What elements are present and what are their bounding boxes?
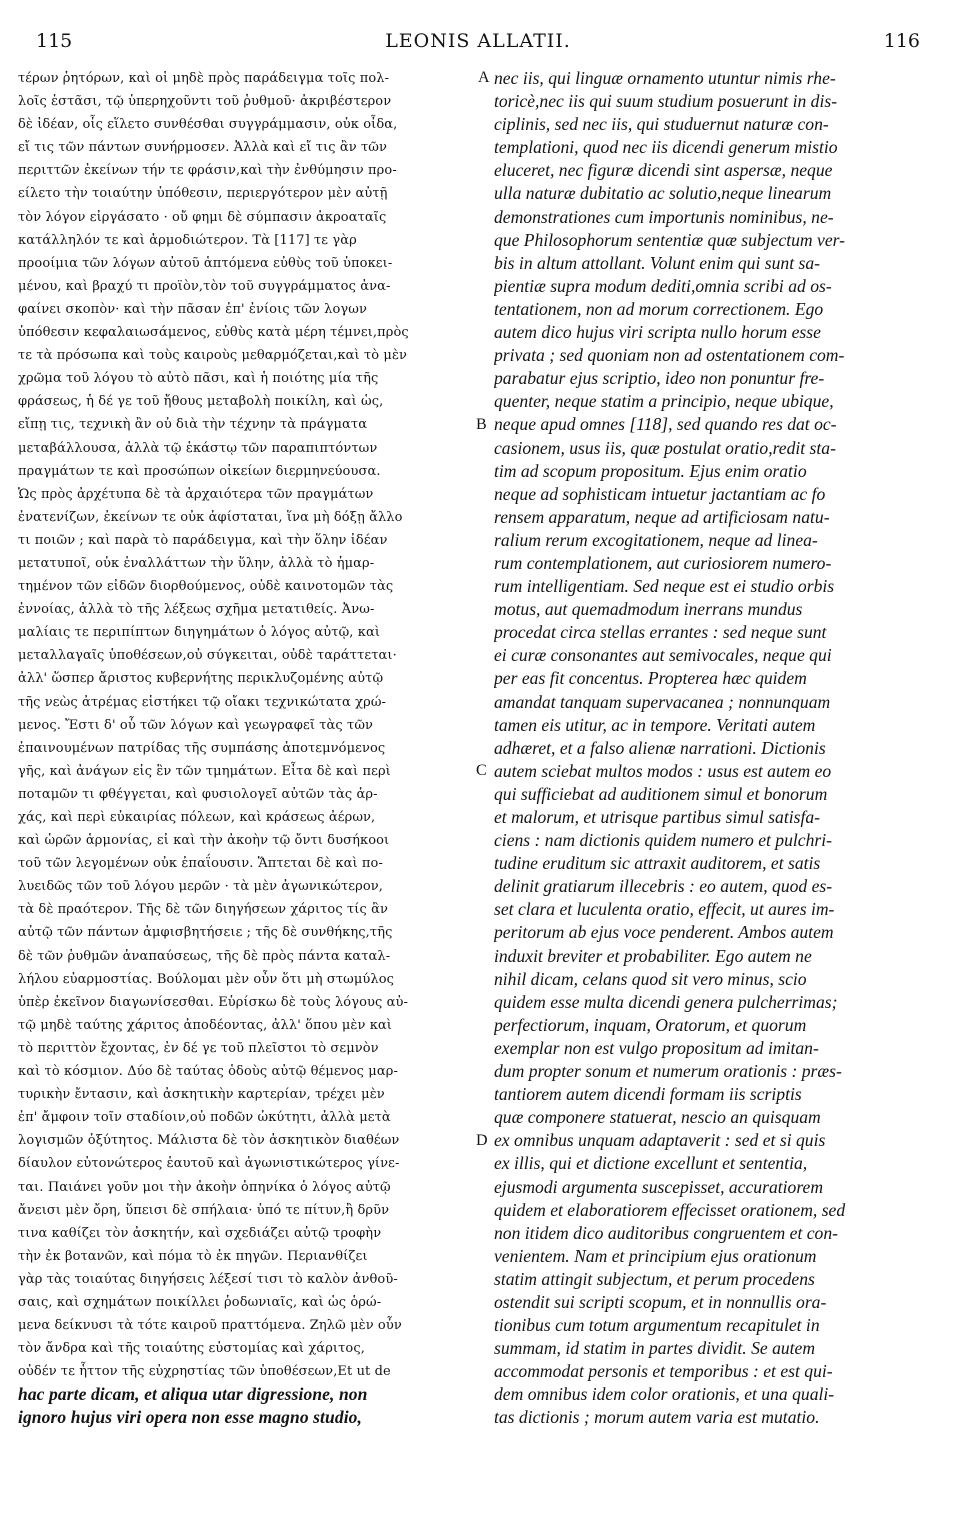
latin-line-2: toricè,nec iis qui suum studium posuerunt in dis- [494, 91, 838, 112]
greek-text-column [18, 67, 480, 1430]
latin-line-57: accommodat personis et temporibus : et est qui- [494, 1361, 833, 1382]
section-marker-c: C [476, 762, 487, 779]
greek-line-18: πραγμάτων τε καὶ προσώπων οἰκείων διερμηνεύουσα. [18, 463, 381, 479]
greek-line-10: μένου, καὶ βραχύ τι προϊὸν,τὸν τοῦ συγγράμματος ἀνα- [18, 278, 391, 294]
greek-line-30: ἐπαινουμένων πατρίδας τῆς συμπάσης ἀποτεμνόμενος [18, 740, 386, 756]
latin-line-12: autem dico hujus viri scripta nullo horum esse [494, 322, 821, 343]
latin-line-48: ex illis, qui et dictione excellunt et sententia, [494, 1153, 808, 1174]
latin-line-40: nihil dicam, celans quod sit vero minus, scio [494, 968, 807, 989]
greek-line-48: δίαυλον εὐτονώτερος ἑαυτοῦ καὶ ἀγωνιστικώτερος γίνε- [18, 1156, 400, 1172]
greek-line-41: ὑπὲρ ἐκεῖνον διαγωνίσεσθαι. Εὑρίσκω δὲ τοὺς λόγους αὐ- [18, 994, 409, 1010]
greek-line-9: προοίμια τῶν λόγων αὐτοῦ ἁπτόμενα εὐθὺς τοῦ ὑποκει- [18, 255, 393, 271]
latin-line-41: quidem esse multa dicendi genera pulcherrimas; [494, 991, 838, 1012]
greek-line-6: είλετο τὴν τοιαύτην ὑπόθεσιν, περιεργότερον μὲν αὐτῇ [18, 186, 388, 202]
latin-line-24: motus, aut quemadmodum inerrans mundus [494, 599, 803, 620]
latin-line-49: ejusmodi argumenta suscepisset, accuratiorem [494, 1176, 824, 1197]
greek-line-57: οὐδέν τε ἧττον τῆς εὐχρηστίας τῶν ὑποθέσεων,Et ut de [18, 1364, 391, 1380]
greek-line-5: περιττῶν ἐκείνων τήν τε φράσιν,καὶ τὴν ἐνθύμησιν προ- [18, 163, 397, 179]
greek-line-38: αὐτῷ τῶν πάντων ἀμφισβητήσειε ; τῆς δὲ συνθήκης,τῆς [18, 925, 393, 941]
greek-line-56: τὸν ἄνδρα καὶ τῆς τοιαύτης εὐστομίας καὶ χάριτος, [18, 1341, 365, 1357]
latin-text-column [494, 67, 930, 1430]
greek-line-20: ἐνατενίζων, ἐκείνων τε οὐκ ἀφίσταται, ἵνα μὴ δόξῃ ἄλλο [18, 509, 403, 525]
greek-line-25: μαλίαις τε περιπίπτων διηγημάτων ὁ λόγος αὐτῷ, καὶ [18, 625, 381, 641]
greek-line-24: ἐννοίας, ἀλλὰ τὸ τῆς λέξεως σχῆμα μετατιθείς. Ἀνω- [18, 602, 375, 618]
latin-line-30: adhæret, et a falso alienæ narrationi. Dictionis [494, 737, 826, 758]
latin-line-50: quidem et elaboratiorem effecisset orationem, sed [494, 1199, 846, 1220]
greek-line-33: χάς, καὶ περὶ εὐκαιρίας πόλεων, καὶ κράσεως ἀέρων, [18, 810, 376, 825]
greek-line-53: γὰρ τὰς τοιαύτας διηγήσεις λέξεσί τισι τὸ καλὸν ἀνθοῦ- [18, 1271, 398, 1287]
latin-line-20: rensem apparatum, neque ad artificiosam natu- [494, 506, 830, 527]
latin-line-1: nec iis, qui linguæ ornamento utuntur nimis rhe- [494, 68, 836, 88]
latin-line-33: et malorum, et utrisque partibus simul satisfa- [494, 807, 820, 827]
greek-line-49: ται. Παιάνει γοῦν μοι τὴν ἀκοὴν ὁπηνίκα ὁ λόγος αὐτῷ [18, 1179, 391, 1195]
latin-line-13: privata ; sed quoniam non ad ostentationem com- [494, 345, 845, 366]
latin-line-23: rum intelligentiam. Sed neque est ei studio orbis [494, 576, 835, 597]
latin-line-42: perfectiorum, inquam, Oratorum, et quorum [494, 1014, 807, 1035]
latin-line-37: set clara et luculenta oratio, effecit, ut aures im- [494, 899, 835, 920]
greek-line-13: τε τὰ πρόσωπα καὶ τοὺς καιροὺς μεθαρμόζεται,καὶ τὸ μὲν [18, 348, 408, 364]
greek-line-55: μενα δείκνυσι τὰ τότε καιροῦ πραττόμενα. Ζηλῶ μὲν οὖν [18, 1318, 402, 1334]
greek-line-52: τὴν ἐκ βοτανῶν, καὶ πόμα τὸ ἐκ πηγῶν. Περιανθίζει [18, 1248, 368, 1264]
greek-line-22: μετατυποῖ, οὐκ ἐναλλάττων τὴν ὕλην, ἀλλὰ τὸ ἡμαρ- [18, 555, 375, 571]
latin-line-38: peritorum ab ejus voce penderent. Ambos autem [494, 922, 834, 943]
greek-line-7: τὸν λόγον εἰργάσατο · οὔ φημι δὲ σύμπασιν ἀκροαταῖς [18, 209, 387, 225]
latin-line-34: ciens : nam dictionis quidem numero et pulchri- [494, 830, 832, 851]
greek-line-50: ἄνεισι μὲν ὄρη, ὕπεισι δὲ σπήλαια· ὑπό τε πίτυν,ἢ δρῦν [18, 1202, 390, 1218]
latin-line-31: autem sciebat multos modos : usus est autem eo [494, 760, 832, 781]
greek-line-46: ἐπ' ἄμφοιν τοῖν σταδίοιν,οὐ ποδῶν ὠκύτητι, ἀλλὰ μετὰ [18, 1110, 391, 1126]
greek-line-42: τῷ μηδὲ ταύτης χάριτος ἀποδέοντας, ἀλλ' ὅπου μὲν καὶ [18, 1017, 393, 1033]
latin-line-52: venientem. Nam et principium ejus orationum [494, 1245, 817, 1266]
greek-line-23: τημένον τῶν εἰδῶν διορθούμενος, οὐδὲ καινοτομῶν τὰς [18, 579, 394, 595]
greek-line-36: λυειδῶς τῶν τοῦ λόγου μερῶν · τὰ μὲν ἀγωνικώτερον, [18, 879, 383, 895]
latin-line-5: eluceret, nec figuræ dicendi sint aspersæ, neque [494, 160, 833, 181]
greek-line-11: φαίνει σκοπὸν· καὶ τὴν πᾶσαν ἐπ' ἐνίοις τῶν λογων [18, 301, 367, 317]
latin-line-16: neque apud omnes [118], sed quando res dat oc- [494, 414, 837, 435]
latin-line-22: rum contemplationem, aut curiosiorem numero- [494, 552, 832, 573]
greek-line-2: λοῖς ἑστᾶσι, τῷ ὑπερηχοῦντι τοῦ ῥυθμοῦ· ἀκριβέστερον [18, 94, 392, 110]
section-marker-d: D [476, 1132, 488, 1149]
greek-line-47: λογισμῶν ὀξύτητος. Μάλιστα δὲ τὸν ἀσκητικὸν διαθέων [18, 1133, 400, 1149]
page-number-left: 115 [36, 30, 73, 52]
greek-line-19: Ὡς πρὸς ἀρχέτυπα δὲ τὰ ἀρχαιότερα τῶν πραγμάτων [18, 486, 374, 502]
latin-line-4: templationi, quod nec iis dicendi generum mistio [494, 137, 838, 158]
latin-line-46: quæ componere statuerat, nescio an quisquam [494, 1107, 821, 1128]
greek-line-43: τὸ περιττὸν ἔχοντας, ἐν δέ γε τοῦ πλεῖστοι τὸ σεμνὸν [18, 1040, 379, 1056]
greek-line-45: τυρικὴν ἔντασιν, καὶ ἀσκητικὴν καρτερίαν, τρέχει μὲν [18, 1087, 385, 1103]
greek-line-16: εἴπῃ τις, τεχνικὴ ἂν οὐ διὰ τὴν τέχνην τὰ πράγματα [18, 417, 368, 433]
latin-line-9: bis in altum attollant. Volunt enim qui sunt sa- [494, 252, 820, 273]
latin-line-25: procedat circa stellas errantes : sed neque sunt [494, 622, 827, 643]
greek-line-15: φράσεως, ἡ δέ γε τοῦ ἤθους μεταβολὴ ποικίλη, καὶ ὡς, [18, 394, 384, 410]
latin-line-58: dem omnibus idem color orationis, et una quali- [494, 1384, 835, 1405]
latin-line-43: exemplar non est vulgo propositum ad imitan- [494, 1037, 819, 1058]
page-header [36, 30, 920, 60]
section-marker-a: A [478, 69, 490, 86]
latin-line-11: tentationem, non ad morum correctionem. Ego [494, 298, 824, 319]
latin-line-15: quenter, neque statim a principio, neque ubique, [494, 391, 834, 412]
latin-line-29: tamen eis utitur, ac in tempore. Veritati autem [494, 714, 816, 735]
latin-line-51: non itidem dico auditoribus congruentem et con- [494, 1222, 838, 1243]
latin-line-3: ciplinis, sed nec iis, qui studuernut naturæ con- [494, 114, 829, 135]
greek-line-37: τὰ δὲ πραότερον. Τῆς δὲ τῶν διηγήσεων χάριτος τίς ἂν [18, 902, 388, 918]
latin-line-54: ostendit sui scripti scopum, et in nonnullis ora- [494, 1291, 827, 1312]
greek-line-14: χρῶμα τοῦ λόγου τὸ αὐτὸ πᾶσι, καὶ ἡ ποιότης μία τῆς [18, 371, 379, 387]
greek-line-17: μεταβάλλουσα, ἀλλὰ τῷ ἑκάστῳ τῶν παραπιπτόντων [18, 440, 378, 456]
latin-line-8: que Philosophorum sententiæ quæ subjectum ver- [494, 229, 845, 250]
greek-line-28: τῆς νεὼς ἀτρέμας εἱστήκει τῷ οἴακι τεχνικώτατα χρώ- [18, 694, 387, 710]
latin-line-56: summam, id statim in partes dividit. Se autem [494, 1338, 816, 1359]
greek-line-35: τοῦ τῶν λεγομένων οὐκ ἐπαΐουσιν. Ἅπτεται δὲ καὶ πο- [18, 856, 383, 872]
latin-line-53: statim attingit subjectum, et perum procedens [494, 1268, 815, 1289]
section-marker-b: B [476, 416, 487, 433]
latin-line-18: tim ad scopum propositum. Ejus enim oratio [494, 460, 807, 481]
latin-line-14: parabatur ejus scriptio, ideo non ponuntur fre- [494, 368, 825, 389]
greek-line-27: ἀλλ' ὥσπερ ἄριστος κυβερνήτης περικλυζομένης αὐτῷ [18, 671, 384, 687]
greek-line-1: τέρων ῥητόρων, καὶ οἱ μηδὲ πρὸς παράδειγμα τοῖς πολ- [18, 71, 390, 86]
latin-line-26: ei curæ consonantes aut semivocales, neque qui [494, 645, 832, 666]
greek-line-31: γῆς, καὶ ἀνάγων εἰς ἓν τῶν τμημάτων. Εἶτα δὲ καὶ περὶ [18, 763, 391, 779]
greek-line-29: μενος. Ἔστι δ' οὗ τῶν λόγων καὶ γεωγραφεῖ τὰς τῶν [18, 717, 374, 733]
latin-line-32: qui sufficiebat ad auditionem simul et bonorum [494, 783, 828, 804]
latin-line-28: amandat tanquam supervacanea ; nonnunquam [494, 691, 831, 712]
greek-line-26: μεταλλαγαῖς ὑποθέσεων,οὐ σύγκειται, οὐδὲ ταράττεται· [18, 648, 397, 664]
greek-line-34: καὶ ὡρῶν ἁρμονίας, εἰ καὶ τὴν ἀκοὴν τῷ ὄντι δυσήκοοι [18, 833, 390, 849]
running-title: LEONIS ALLATII. [385, 30, 571, 52]
latin-line-21: ralium rerum excogitationem, neque ad linea- [494, 529, 818, 550]
greek-line-8: κατάλληλόν τε καὶ ἁρμοδιώτερον. Τὰ [117] τε γὰρ [18, 232, 357, 248]
greek-line-21: τι ποιῶν ; καὶ παρὰ τὸ παράδειγμα, καὶ τὴν ὅλην ἰδέαν [18, 532, 388, 548]
latin-line-45: tantiorem autem dicendi formam iis scriptis [494, 1084, 802, 1105]
latin-line-47: ex omnibus unquam adaptaverit : sed et si quis [494, 1130, 826, 1151]
greek-line-51: τινα καθίζει τὸν ἀσκητήν, καὶ σχεδιάζει αὐτῷ τροφὴν [18, 1225, 382, 1241]
greek-latin-tail-1: hac parte dicam, et aliqua utar digressione, non [18, 1384, 368, 1405]
greek-line-3: δὲ ἰδέαν, οἷς εἵλετο συνθέσθαι συγγράμμασιν, οὐκ οἶδα, [18, 117, 398, 133]
latin-line-19: neque ad sophisticam intuetur jactantiam ac fo [494, 483, 826, 504]
page-number-right: 116 [883, 30, 920, 52]
greek-line-44: καὶ τὸ κόσμιον. Δύο δὲ ταύτας ὁδοὺς αὐτῷ θέμενος μαρ- [18, 1064, 398, 1080]
greek-line-54: σαις, καὶ σχημάτων ποικίλλει ῥοδωνιαῖς, καὶ ὡς ὁρώ- [18, 1294, 382, 1310]
latin-line-17: casionem, usus iis, quæ postulat oratio,redit sta- [494, 437, 836, 458]
latin-line-27: per eas fit concentus. Propterea hæc quidem [494, 668, 807, 689]
latin-line-55: tionibus cum totum argumentum recapitulet in [494, 1315, 820, 1336]
latin-line-10: pientiæ supra modum dediti,omnia scribi ad os- [494, 275, 832, 296]
greek-line-39: δὲ τῶν ῥυθμῶν ἀναπαύσεως, τῆς δὲ πρὸς πάντα καταλ- [18, 948, 391, 964]
latin-line-39: induxit breviter et probabiliter. Ego autem ne [494, 945, 812, 966]
greek-line-40: λήλου εὐαρμοστίας. Βούλομαι μὲν οὖν ὅτι μὴ στωμύλος [18, 971, 395, 987]
greek-latin-tail-2: ignoro hujus viri opera non esse magno studio, [18, 1407, 362, 1428]
latin-line-44: dum propter sonum et numerum orationis : præs- [494, 1061, 842, 1082]
greek-line-32: ποταμῶν τι φθέγγεται, καὶ φυσιολογεῖ αὐτῶν τὰς ἀρ- [18, 786, 378, 802]
latin-line-7: demonstrationes cum importunis nominibus, ne- [494, 206, 834, 227]
latin-line-36: delinit gratiarum illecebris : eo autem, quod es- [494, 876, 833, 897]
latin-line-59: tas dictionis ; morum autem varia est mutatio. [494, 1407, 820, 1428]
latin-line-6: ulla naturæ dubitatio ac solutio,neque linearum [494, 183, 832, 204]
greek-line-12: ὑπόθεσιν κεφαλαιωσάμενος, εὐθὺς κατὰ μέρη τέμνει,πρὸς [18, 325, 409, 341]
greek-line-4: εἴ τις τῶν πάντων συνήρμοσεν. Ἀλλὰ καὶ εἴ τις ἂν τῶν [18, 140, 387, 156]
latin-line-35: tudine eruditum sic attraxit auditorem, et satis [494, 853, 821, 874]
